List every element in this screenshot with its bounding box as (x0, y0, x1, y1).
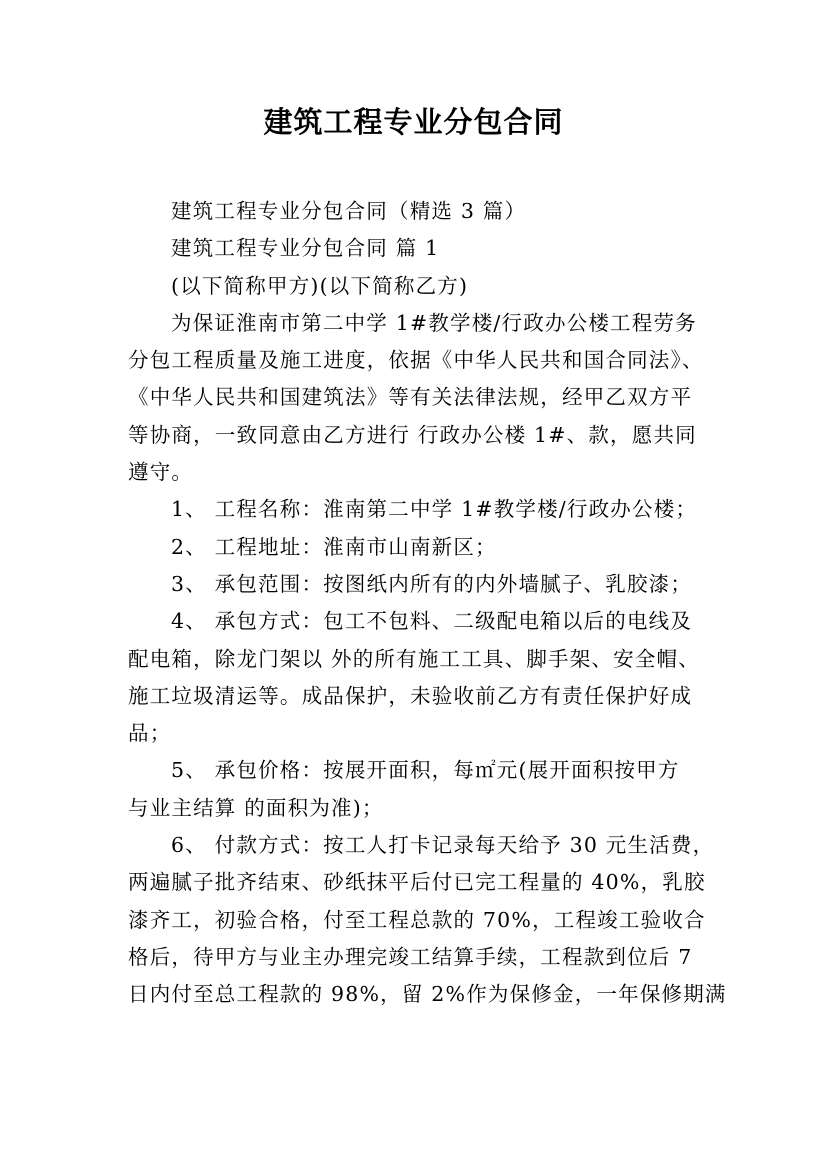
line-5: 分包工程质量及施工进度，依据《中华人民共和国合同法》、 (128, 348, 704, 373)
line-18: 6、 付款方式：按工人打卡记录每天给予 30 元生活费， (171, 833, 715, 858)
line-7: 等协商，一致同意由乙方进行 行政办公楼 1#、款，愿共同 (128, 422, 697, 447)
line-8: 遵守。 (128, 460, 194, 485)
line-4: 为保证淮南市第二中学 1#教学楼/行政办公楼工程劳务 (171, 310, 697, 335)
line-16: 5、 承包价格：按展开面积，每㎡元(展开面积按甲方 (171, 758, 680, 783)
line-1: 建筑工程专业分包合同（精选 3 篇） (171, 199, 527, 223)
line-10: 2、 工程地址：淮南市山南新区； (171, 534, 497, 559)
line-13: 配电箱，除龙门架以 外的所有施工工具、脚手架、安全帽、 (128, 646, 700, 671)
line-21: 格后，待甲方与业主办理完竣工结算手续，工程款到位后 7 (128, 944, 693, 969)
line-20: 漆齐工，初验合格，付至工程总款的 70%，工程竣工验收合 (128, 907, 706, 932)
line-22: 日内付至总工程款的 98%，留 2%作为保修金，一年保修期满 (128, 982, 727, 1007)
line-15: 品； (128, 721, 172, 746)
line-14: 施工垃圾清运等。成品保护，未验收前乙方有责任保护好成 (128, 683, 693, 708)
line-11: 3、 承包范围：按图纸内所有的内外墙腻子、乳胶漆； (171, 571, 693, 596)
line-3: (以下简称甲方)(以下简称乙方) (171, 273, 469, 298)
line-17: 与业主结算 的面积为准)； (128, 795, 384, 820)
line-6: 《中华人民共和国建筑法》等有关法律法规，经甲乙双方平 (128, 385, 693, 410)
line-9: 1、 工程名称：淮南第二中学 1#教学楼/行政办公楼； (171, 497, 698, 522)
line-12: 4、 承包方式：包工不包料、二级配电箱以后的电线及 (171, 609, 693, 634)
line-2: 建筑工程专业分包合同 篇 1 (171, 236, 440, 261)
document-title: 建筑工程专业分包合同 (263, 105, 564, 139)
document-body (128, 193, 728, 1014)
line-19: 两遍腻子批齐结束、砂纸抹平后付已完工程量的 40%，乳胶 (128, 870, 706, 895)
